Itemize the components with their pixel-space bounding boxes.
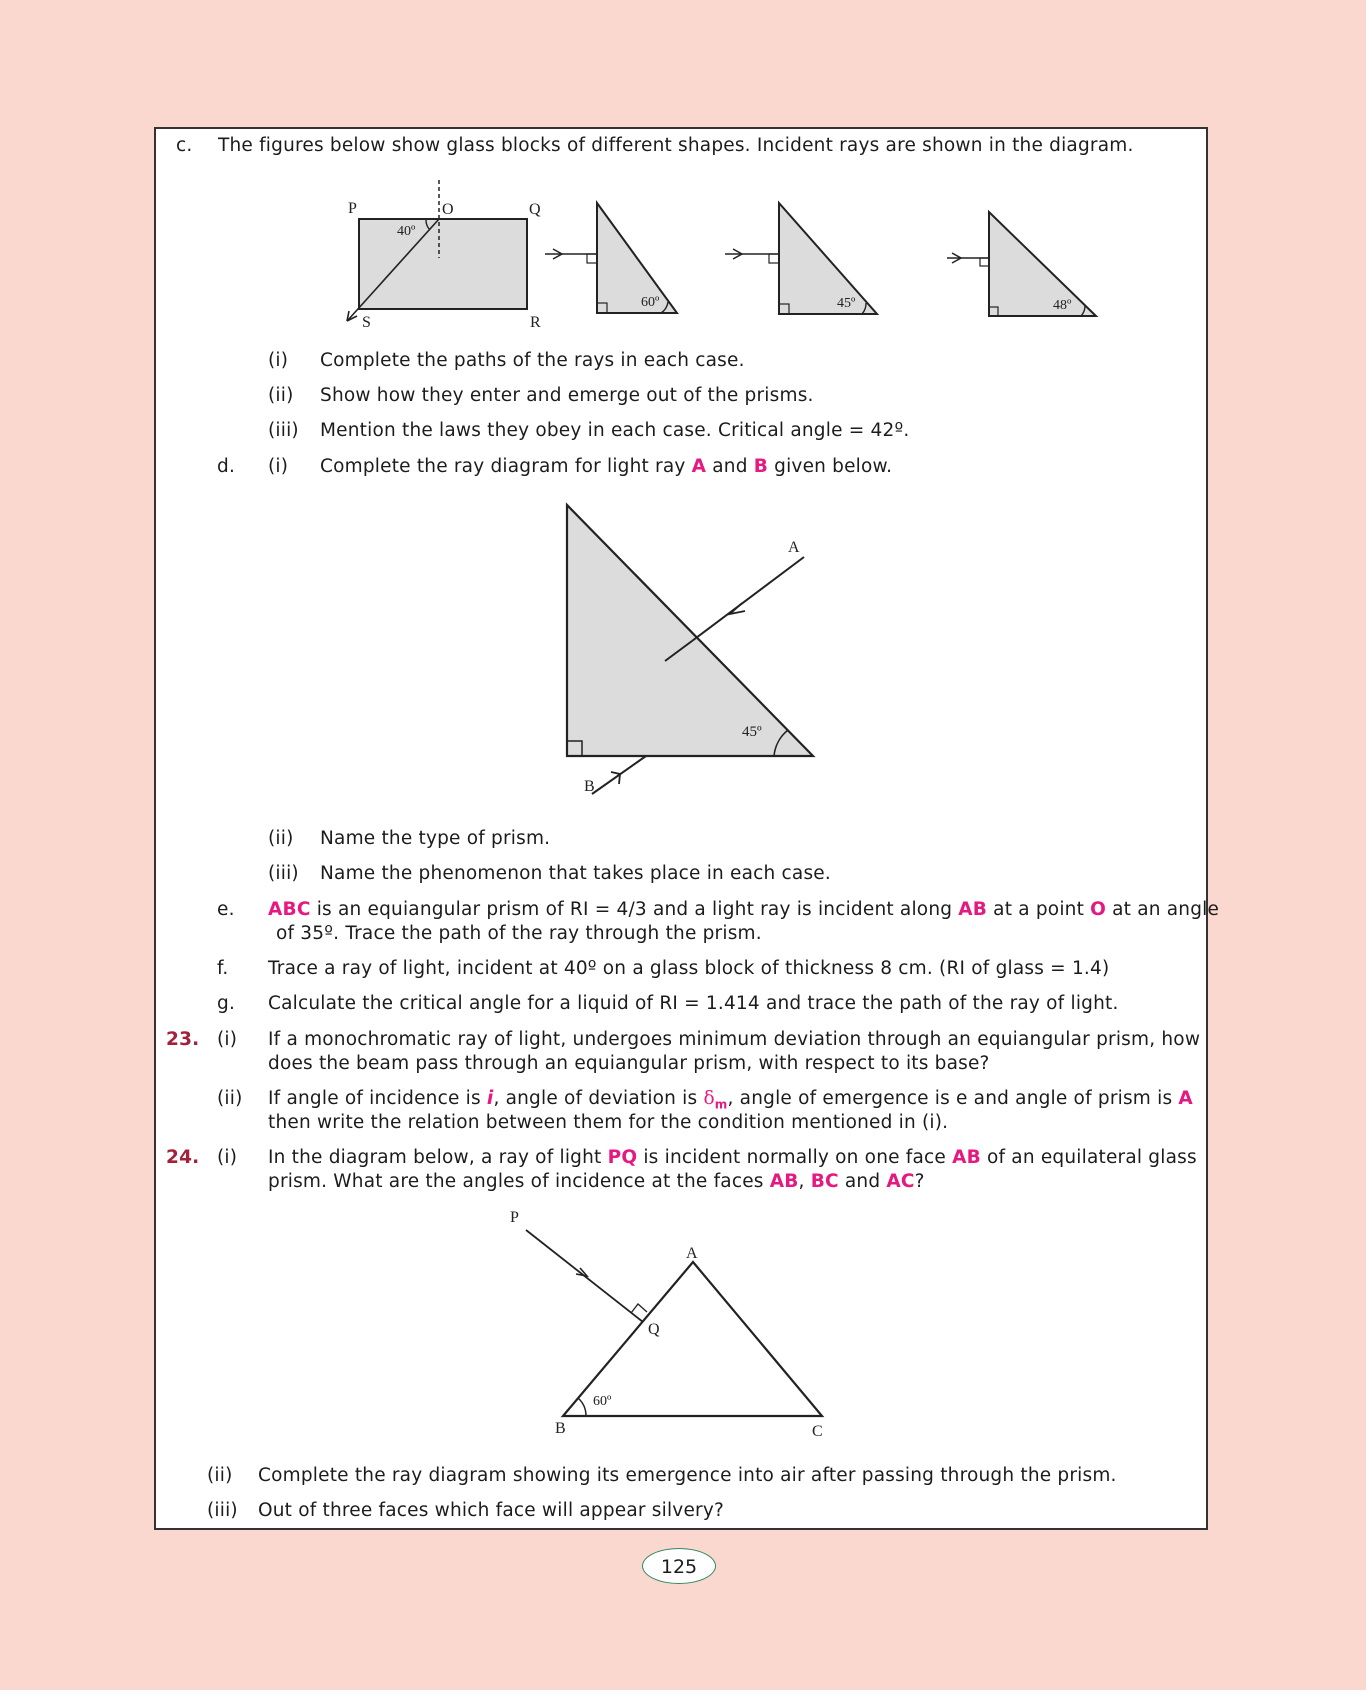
ray-a-label: A <box>788 539 800 556</box>
angle-60-label: 60º <box>593 1394 612 1409</box>
e-line2: of 35º. Trace the path of the ray through the prism. <box>276 923 762 944</box>
label-c: c. <box>176 135 193 156</box>
right-prism <box>567 505 813 756</box>
label-e: e. <box>217 899 235 920</box>
q24-iii-num: (iii) <box>207 1500 238 1521</box>
glass-blocks-figure <box>0 0 1366 340</box>
c-item-text: Mention the laws they obey in each case. Critical angle = 42º. <box>320 420 910 441</box>
c-item-num: (ii) <box>268 385 294 406</box>
c-item-text: Complete the paths of the rays in each case. <box>320 350 745 371</box>
label-d: d. <box>217 456 236 477</box>
q24-number: 24. <box>166 1147 200 1168</box>
rect-label-o: O <box>442 201 454 218</box>
d-ii-num: (ii) <box>268 828 294 849</box>
d-i-num: (i) <box>268 456 289 477</box>
q23-ii-num: (ii) <box>217 1088 243 1109</box>
equilateral-prism <box>563 1262 822 1416</box>
prism-48 <box>989 212 1096 316</box>
prism1-angle: 60º <box>641 295 660 310</box>
rect-angle-label: 40º <box>397 224 416 239</box>
label-g: g. <box>217 993 236 1014</box>
rect-label-s: S <box>362 314 371 331</box>
c-item-num: (iii) <box>268 420 299 441</box>
d-iii-text: Name the phenomenon that takes place in each case. <box>320 863 831 884</box>
angle-45-label: 45º <box>742 724 762 740</box>
page-number: 125 <box>642 1548 716 1584</box>
g-text: Calculate the critical angle for a liquid of RI = 1.414 and trace the path of the ray of light. <box>268 993 1119 1014</box>
rect-label-q: Q <box>529 201 541 218</box>
equilateral-prism-figure <box>0 1200 1366 1440</box>
label-p: P <box>510 1209 519 1226</box>
q23-number: 23. <box>166 1029 200 1050</box>
q23-i-line2: does the beam pass through an equiangular prism, with respect to its base? <box>268 1053 990 1074</box>
prism3-angle: 48º <box>1053 298 1072 313</box>
label-c: C <box>812 1423 823 1440</box>
c-item-num: (i) <box>268 350 289 371</box>
q24-iii-text: Out of three faces which face will appear silvery? <box>258 1500 725 1521</box>
q23-ii-line1: If angle of incidence is i, angle of deviation is $\delta_m$, angle of emergence is e and angle of prism is A <box>268 1088 1193 1112</box>
e-line1: ABC is an equiangular prism of RI = 4/3 and a light ray is incident along AB at a point O at an angle <box>268 899 1220 920</box>
q23-ii-line2: then write the relation between them for the condition mentioned in (i). <box>268 1112 949 1133</box>
ray-a <box>692 557 804 641</box>
q24-ii-num: (ii) <box>207 1465 233 1486</box>
prism-60 <box>597 203 677 313</box>
prism2-angle: 45º <box>837 296 856 311</box>
q24-i-line1: In the diagram below, a ray of light PQ is incident normally on one face AB of an equilateral glass <box>268 1147 1197 1168</box>
label-b: B <box>555 1420 566 1437</box>
q24-ii-text: Complete the ray diagram showing its emergence into air after passing through the prism. <box>258 1465 1117 1486</box>
f-text: Trace a ray of light, incident at 40º on a glass block of thickness 8 cm. (RI of glass = 1.4) <box>268 958 1110 979</box>
label-a: A <box>686 1245 698 1262</box>
q24-i-num: (i) <box>217 1147 238 1168</box>
label-q: Q <box>648 1321 660 1338</box>
rect-block <box>359 219 527 309</box>
c-intro: The figures below show glass blocks of different shapes. Incident rays are shown in the diagram. <box>218 135 1134 156</box>
q23-i-num: (i) <box>217 1029 238 1050</box>
q23-i-line1: If a monochromatic ray of light, undergoes minimum deviation through an equiangular prism, how <box>268 1029 1201 1050</box>
right-prism-figure <box>0 490 1366 810</box>
d-i-text: Complete the ray diagram for light ray A and B given below. <box>320 456 893 477</box>
prism-45 <box>779 203 877 314</box>
q24-i-line2: prism. What are the angles of incidence at the faces AB, BC and AC? <box>268 1171 925 1192</box>
ray-b-label: B <box>584 778 595 795</box>
rect-label-r: R <box>530 314 541 331</box>
d-iii-num: (iii) <box>268 863 299 884</box>
rect-label-p: P <box>348 200 357 217</box>
c-item-text: Show how they enter and emerge out of the prisms. <box>320 385 814 406</box>
d-ii-text: Name the type of prism. <box>320 828 551 849</box>
label-f: f. <box>217 958 229 979</box>
